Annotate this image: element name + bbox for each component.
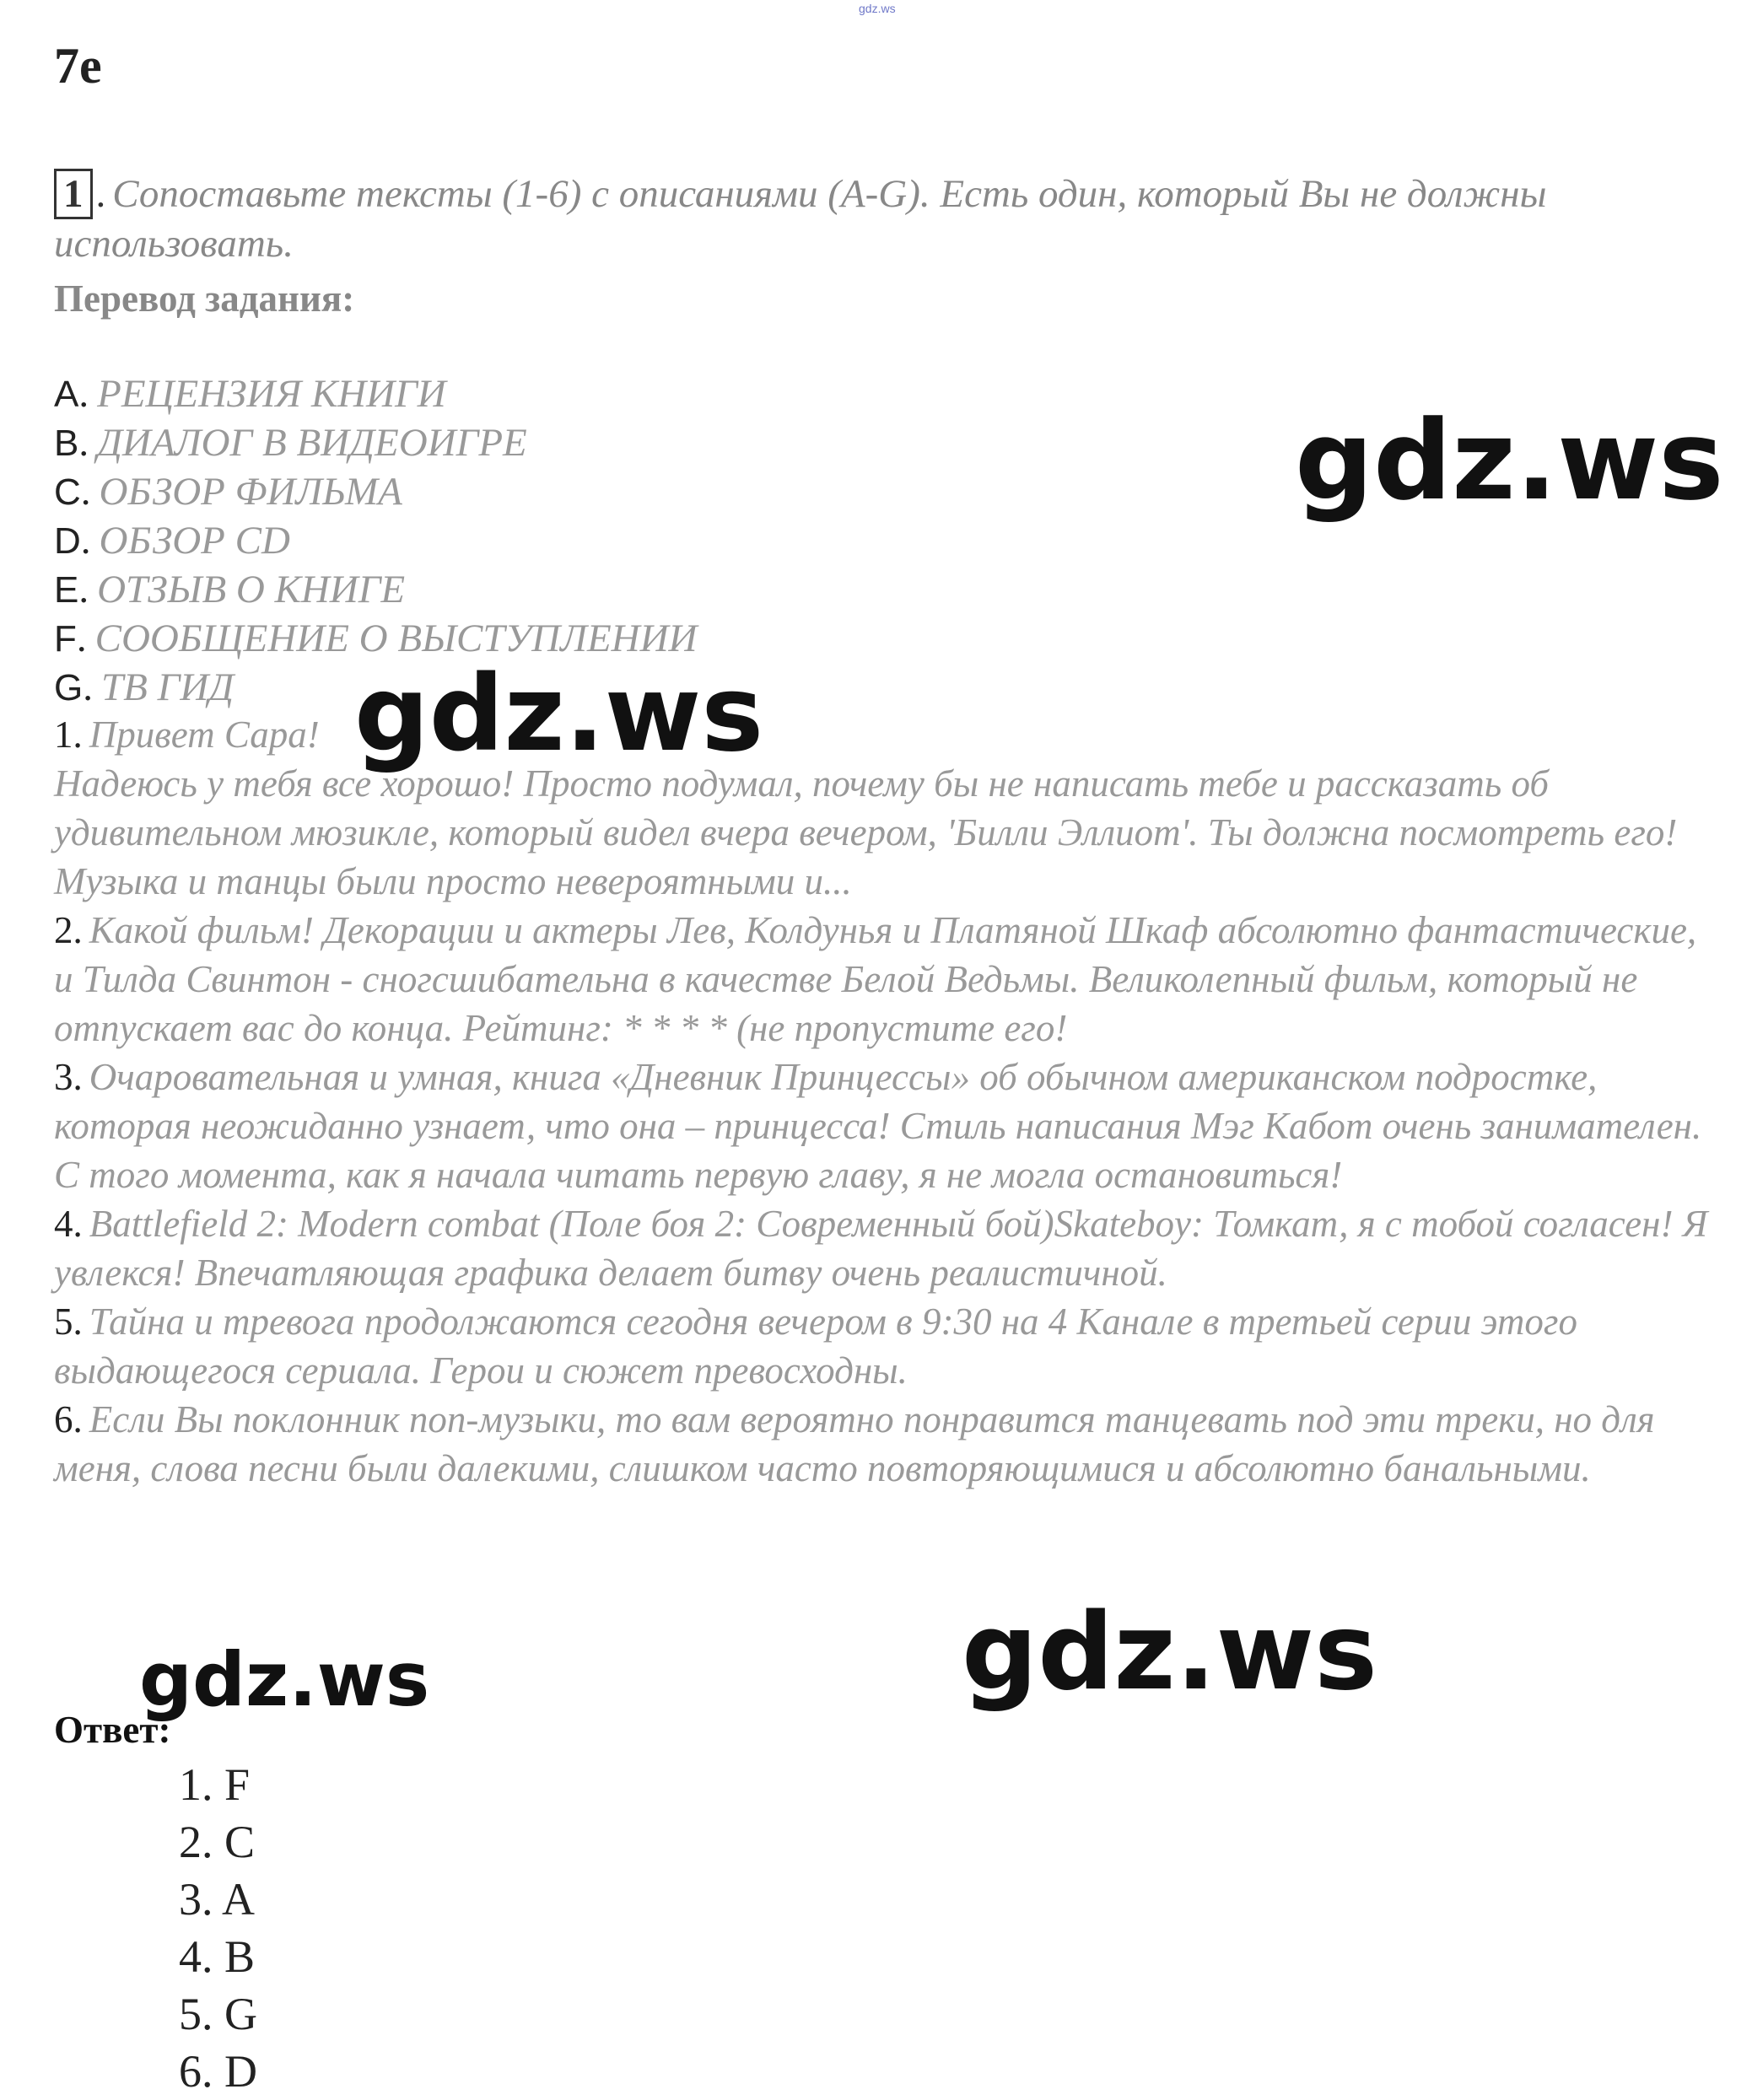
answer-item: 1. F (179, 1759, 251, 1810)
answer-item: 2. C (179, 1817, 256, 1867)
option-letter: C (54, 471, 81, 513)
task-instruction (54, 169, 1707, 268)
option-text: ОТЗЫВ О КНИГЕ (97, 568, 406, 611)
text-item (54, 1297, 1716, 1395)
translation-label: Перевод задания: (54, 277, 355, 320)
answers-list (179, 1756, 257, 2100)
section-number: 7e (54, 38, 102, 94)
option-item: A. РЕЦЕНЗИЯ КНИГИ (54, 372, 446, 416)
text-body: Очаровательная и умная, книга «Дневник Принцессы» об обычном американском подростке, которая неожиданно узнает, что она – принцесса! Стиль написания Мэг Кабот очень занимателен. С того момента, как я начала читать первую главу, я не могла остановиться! (54, 1056, 1702, 1196)
watermark: gdz.ws (354, 654, 764, 775)
text-item (54, 1053, 1716, 1199)
text-greeting: Привет Сара! (89, 713, 320, 756)
option-item: E. ОТЗЫВ О КНИГЕ (54, 568, 406, 611)
text-number: 4. (54, 1203, 83, 1245)
text-number: 6. (54, 1398, 83, 1440)
option-letter: A (54, 374, 79, 415)
option-item: D. ОБЗОР CD (54, 519, 290, 563)
option-item: F. СООБЩЕНИЕ О ВЫСТУПЛЕНИИ (54, 617, 698, 660)
text-number: 2. (54, 909, 83, 951)
text-item (54, 906, 1716, 1053)
option-text: ОБЗОР CD (99, 519, 290, 563)
text-item (54, 710, 1716, 906)
answer-item: 5. G (179, 1989, 257, 2039)
answer-item: 3. A (179, 1874, 256, 1925)
answer-item: 4. B (179, 1931, 256, 1982)
option-letter: B (54, 423, 79, 464)
top-watermark: gdz.ws (859, 2, 896, 15)
text-body: Надеюсь у тебя все хорошо! Просто подумал, почему бы не написать тебе и рассказать об удивительном мюзикле, который видел вчера вечером, 'Билли Эллиот'. Ты должна посмотреть его! Музыка и танцы были просто невероятными и... (54, 762, 1678, 902)
option-text: ОБЗОР ФИЛЬМА (99, 470, 402, 514)
watermark: gdz.ws (139, 1636, 430, 1723)
text-body: Если Вы поклонник поп-музыки, то вам вероятно понравится танцевать под эти треки, но для меня, слова песни были далекими, слишком часто повторяющимися и абсолютно банальными. (54, 1398, 1655, 1489)
option-letter: E (54, 569, 79, 611)
option-item: G. ТВ ГИД (54, 665, 234, 709)
answer-item: 6. D (179, 2046, 257, 2097)
text-item (54, 1199, 1716, 1297)
option-item: B. ДИАЛОГ В ВИДЕОИГРЕ (54, 421, 527, 465)
option-text: РЕЦЕНЗИЯ КНИГИ (97, 372, 446, 416)
task-instruction-text: Сопоставьте тексты (1-6) с описаниями (A-G). Есть один, который Вы не должны использовать. (54, 172, 1547, 266)
text-body: Battlefield 2: Modern combat (Поле боя 2: Современный бой)Skateboy: Томкат, я с тобой согласен! Я увлекся! Впечатляющая графика делает битву очень реалистичной. (54, 1203, 1708, 1294)
option-text: СООБЩЕНИЕ О ВЫСТУПЛЕНИИ (94, 617, 698, 660)
option-text: ДИАЛОГ В ВИДЕОИГРЕ (97, 421, 527, 465)
answer-label: Ответ: (54, 1709, 171, 1751)
option-letter: D (54, 520, 81, 562)
text-body: Какой фильм! Декорации и актеры Лев, Колдунья и Платяной Шкаф абсолютно фантастические, и Тилда Свинтон - сногсшибательна в качестве Белой Ведьмы. Великолепный фильм, который не отпускает вас до конца. Рейтинг: * * * * (не пропустите его! (54, 909, 1697, 1049)
text-number: 1. (54, 713, 83, 756)
option-letter: F (54, 618, 77, 660)
text-number: 3. (54, 1056, 83, 1098)
texts-block (54, 710, 1716, 1493)
watermark: gdz.ws (962, 1590, 1377, 1714)
task-number-dot: . (95, 172, 106, 216)
option-text: ТВ ГИД (100, 665, 234, 709)
text-body: Тайна и тревога продолжаются сегодня вечером в 9:30 на 4 Канале в третьей серии этого выдающегося сериала. Герои и сюжет превосходны. (54, 1300, 1577, 1392)
option-item: C. ОБЗОР ФИЛЬМА (54, 470, 402, 514)
task-number-box: 1 (54, 169, 93, 219)
text-number: 5. (54, 1300, 83, 1343)
text-item (54, 1395, 1716, 1493)
option-letter: G (54, 667, 84, 708)
watermark: gdz.ws (1295, 396, 1724, 525)
